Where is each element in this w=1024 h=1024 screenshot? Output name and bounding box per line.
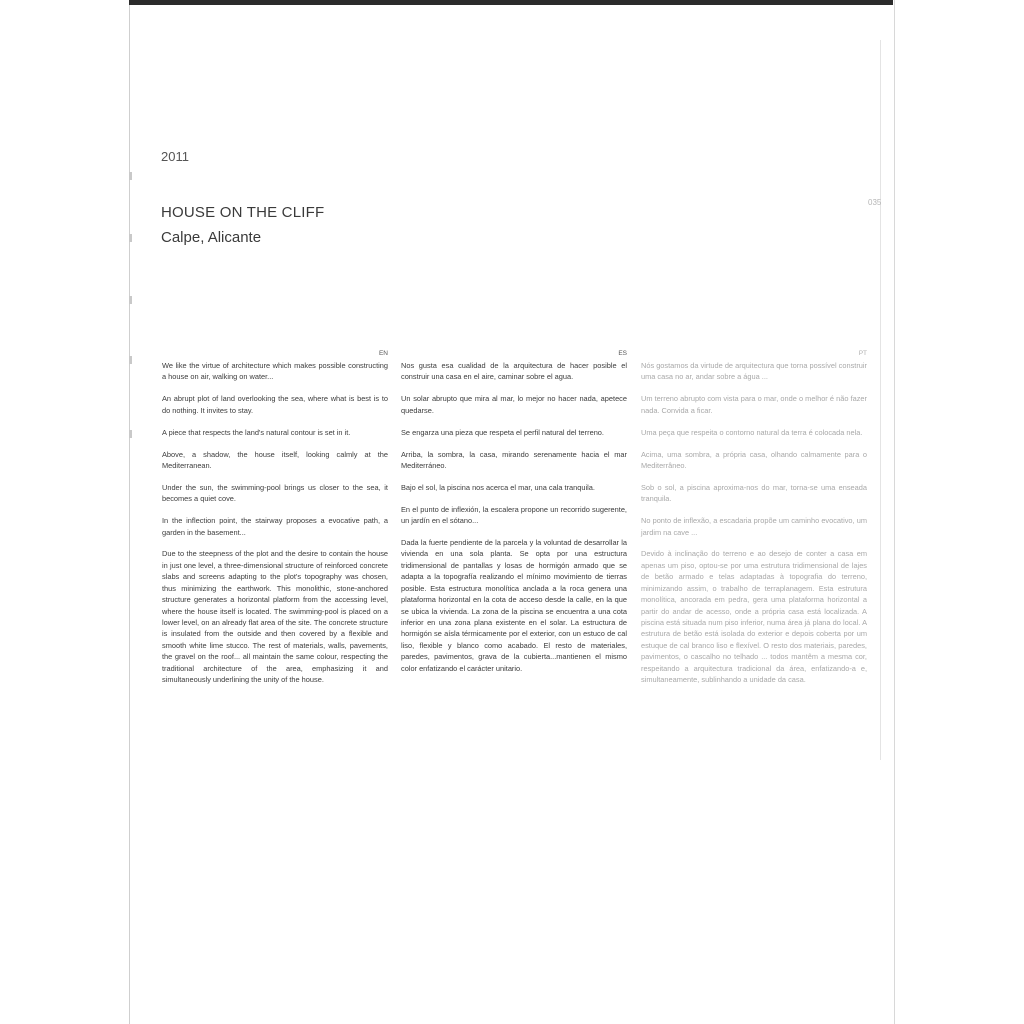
margin-tick [129,356,132,364]
margin-tick [129,430,132,438]
language-label: ES [618,350,627,357]
project-year: 2011 [161,149,189,164]
paragraph: Un solar abrupto que mira al mar, lo mejor no hacer nada, apetece quedarse. [401,394,627,415]
paragraph: A piece that respects the land's natural contour is set in it. [162,427,351,437]
project-title: HOUSE ON THE CLIFF [161,204,325,221]
paragraph: Due to the steepness of the plot and the desire to contain the house in just one level, a three-dimensional structure of reinforced concrete slabs and screens adapting to the plot's topography was chosen, thus minimizing the earthwork. This monolithic, stone-anchored structure generates a horizontal platform from the accessing level, where the house itself is located. The swimming-pool is placed on a lower level, on an already flat area of the site. The concrete structure is insulated from the outside and then covered by a flexible and smooth white lime stucco. The rest of materials, walls, pavements, the gravel on the roof... all maintain the same colour, respecting the traditional architecture of the area, emphasizing it and simultaneously underlining the unity of the house. [162,549,388,684]
paragraph: In the inflection point, the stairway proposes a evocative path, a garden in the basement... [162,516,388,537]
margin-tick [129,296,132,304]
paragraph: Acima, uma sombra, a própria casa, olhando calmamente para o Mediterrâneo. [641,449,867,470]
paragraph: We like the virtue of architecture which makes possible constructing a house on air, walking on water... [162,361,388,382]
paragraph: Arriba, la sombra, la casa, mirando serenamente hacia el mar Mediterráneo. [401,449,627,470]
paragraph: Devido à inclinação do terreno e ao desejo de conter a casa em apenas um piso, optou-se por uma estrutura tridimensional de lajes de betão armado e telas adaptadas à topografia do terreno, minimizando assim, o trabalho de terraplanagem. Esta estrutura monolítica, ancorada em pedra, gera uma plataforma horizontal a partir do andar de acesso, onde a própria casa está localizada. A piscina está situada num piso inferior, numa área já plana do local. A estrutura de betão está isolada do exterior e depois coberta por um estuque de cal branco liso e flexível. O resto dos materiais, paredes, pavimentos, o cascalho no telhado ... todos mantêm a mesma cor, respeitando a arquitectura tradicional da área, enfatizando-a e, simultaneamente, sublinhando a unidade da casa. [641,549,867,684]
paragraph: En el punto de inflexión, la escalera propone un recorrido sugerente, un jardín en el sótano... [401,504,627,526]
paragraph: Nos gusta esa cualidad de la arquitectura de hacer posible el construir una casa en el aire, caminar sobre el agua. [401,361,627,382]
language-label: EN [378,350,388,357]
paragraph: No ponto de inflexão, a escadaria propõe um caminho evocativo, um jardim na cave ... [641,516,867,537]
page-fold-line [880,40,881,760]
paragraph: Um terreno abrupto com vista para o mar, onde o melhor é não fazer nada. Convida a ficar. [641,394,867,415]
paragraph: Sob o sol, a piscina aproxima-nos do mar, torna-se uma enseada tranquila. [641,482,867,504]
margin-tick [129,172,132,180]
project-location: Calpe, Alicante [161,229,262,246]
language-label: PT [858,350,867,357]
text-column-es [401,350,627,684]
paragraph: Uma peça que respeita o contorno natural da terra é colocada nela. [641,427,863,437]
paragraph: An abrupt plot of land overlooking the sea, where what is best is to do nothing. It invites to stay. [162,394,388,415]
paragraph: Under the sun, the swimming-pool brings us closer to the sea, it becomes a quiet cove. [162,482,388,504]
paragraph: Above, a shadow, the house itself, looking calmly at the Mediterranean. [162,449,388,470]
page-number: 035 [868,198,882,207]
paragraph: Nós gostamos da virtude de arquitectura que torna possível construir uma casa no ar, andar sobre a água ... [641,361,867,382]
text-column-pt [641,350,867,696]
paragraph: Dada la fuerte pendiente de la parcela y la voluntad de desarrollar la vivienda en una sola planta. Se opta por una estructura tridimensional de pantallas y losas de hormigón armado que se adapta a la topografía realizando el mínimo movimiento de tierras posible. Esta estructura monolítica anclada a la roca genera una plataforma horizontal en la cota de acceso desde la calle, en la que se ubica la vivienda. La zona de la piscina se encuentra a una cota inferior en una zona plana existente en el solar. La estructura de hormigón se aísla térmicamente por el exterior, con un estuco de cal liso, flexible y blanco como acabado. El resto de materiales, paredes, pavimentos, grava de la cubierta...mantienen el mismo color enfatizando el carácter unitario. [401,538,627,673]
paragraph: Bajo el sol, la piscina nos acerca el mar, una cala tranquila. [401,482,595,492]
paragraph: Se engarza una pieza que respeta el perfil natural del terreno. [401,427,604,437]
margin-tick [129,234,132,242]
top-edge-shadow [129,0,893,5]
text-column-en [162,350,388,696]
